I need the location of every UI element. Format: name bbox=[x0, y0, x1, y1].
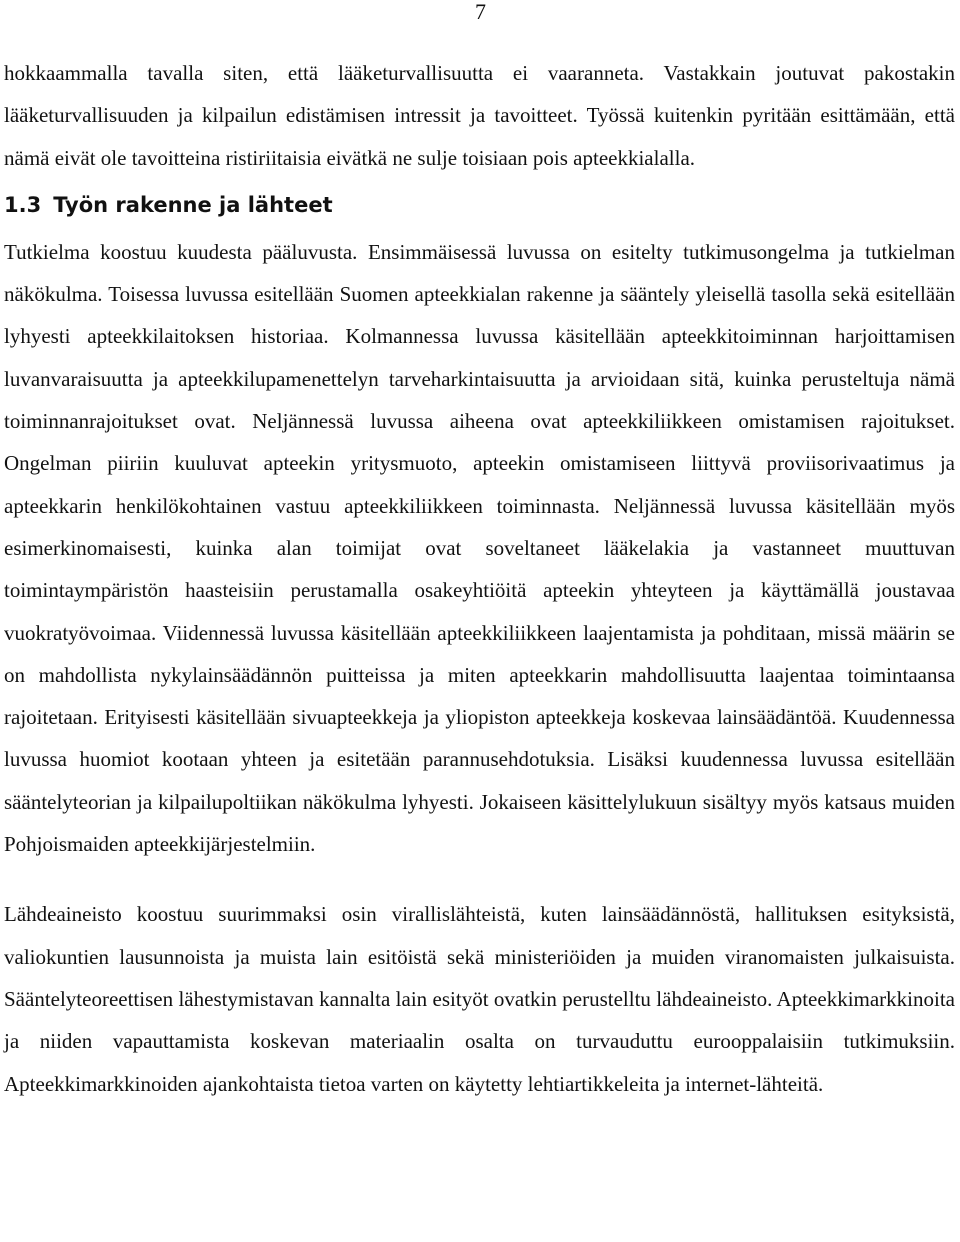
page-content bbox=[4, 52, 955, 1105]
structure-paragraph: Tutkielma koostuu kuudesta pääluvusta. Ensimmäisessä luvussa on esitelty tutkimusongelma ja tutkielman näkökulma. Toisessa luvussa esitellään Suomen apteekkialan rakenne ja sääntely yleisellä tasolla sekä esitellään lyhyesti apteekkilaitoksen historiaa. Kolmannessa luvussa käsitellään apteekkitoiminnan harjoittamisen luvanvaraisuutta ja apteekkilupamenettelyn tarveharkintaisuutta ja arvioidaan sitä, kuinka perusteltuja nämä toiminnanrajoitukset ovat. Neljännessä luvussa aiheena ovat apteekkiliikkeen omistamisen rajoitukset. Ongelman piiriin kuuluvat apteekin yritysmuoto, apteekin omistamiseen liittyvä proviisorivaatimus ja apteekkarin henkilökohtainen vastuu apteekkiliikkeen toiminnasta. Neljännessä luvussa käsitellään myös esimerkinomaisesti, kuinka alan toimijat ovat soveltaneet lääkelakia ja vastanneet muuttuvan toimintaympäristön haasteisiin perustamalla osakeyhtiöitä apteekin yhteyteen ja käyttämällä joustavaa vuokratyövoimaa. Viidennessä luvussa käsitellään apteekkiliikkeen laajentamista ja pohditaan, missä määrin se on mahdollista nykylainsäädännön puitteissa ja miten apteekkarin mahdollisuutta laajentaa toimintaansa rajoitetaan. Erityisesti käsitellään sivuapteekkeja ja yliopiston apteekkeja koskevaa lainsäädäntöä. Kuudennessa luvussa huomiot kootaan yhteen ja esitetään parannusehdotuksia. Lisäksi kuudennessa luvussa esitellään sääntelyteorian ja kilpailupoltiikan näkökulma lyhyesti. Jokaiseen käsittelylukuun sisältyy myös katsaus muiden Pohjoismaiden apteekkijärjestelmiin. bbox=[4, 239, 955, 857]
section-heading bbox=[4, 185, 955, 231]
page-number: 7 bbox=[475, 0, 486, 24]
section-number: 1.3 bbox=[4, 192, 42, 217]
section-title: Työn rakenne ja lähteet bbox=[53, 192, 333, 217]
intro-paragraph: hokkaammalla tavalla siten, että lääketurvallisuutta ei vaaranneta. Vastakkain joutuvat pakostakin lääketurvallisuuden ja kilpailun edistämisen intressit ja tavoitteet. Työssä kuitenkin pyritään esittämään, että nämä eivät ole tavoitteina ristiriitaisia eivätkä ne sulje toisiaan pois apteekkialalla. bbox=[4, 61, 955, 170]
sources-paragraph: Lähdeaineisto koostuu suurimmaksi osin virallislähteistä, kuten lainsäädännöstä, hallituksen esityksistä, valiokuntien lausunnoista ja muista lain esitöistä sekä ministeriöiden ja muiden viranomaisten julkaisuista. Sääntelyteoreettisen lähestymistavan kannalta lain esityöt ovatkin perustelltu lähdeaineisto. Apteekkimarkkinoita ja niiden vapauttamista koskevan materiaalin osalta on turvauduttu eurooppalaisiin tutkimuksiin. Apteekkimarkkinoiden ajankohtaista tietoa varten on käytetty lehtiartikkeleita ja internet-lähteitä. bbox=[4, 902, 955, 1096]
